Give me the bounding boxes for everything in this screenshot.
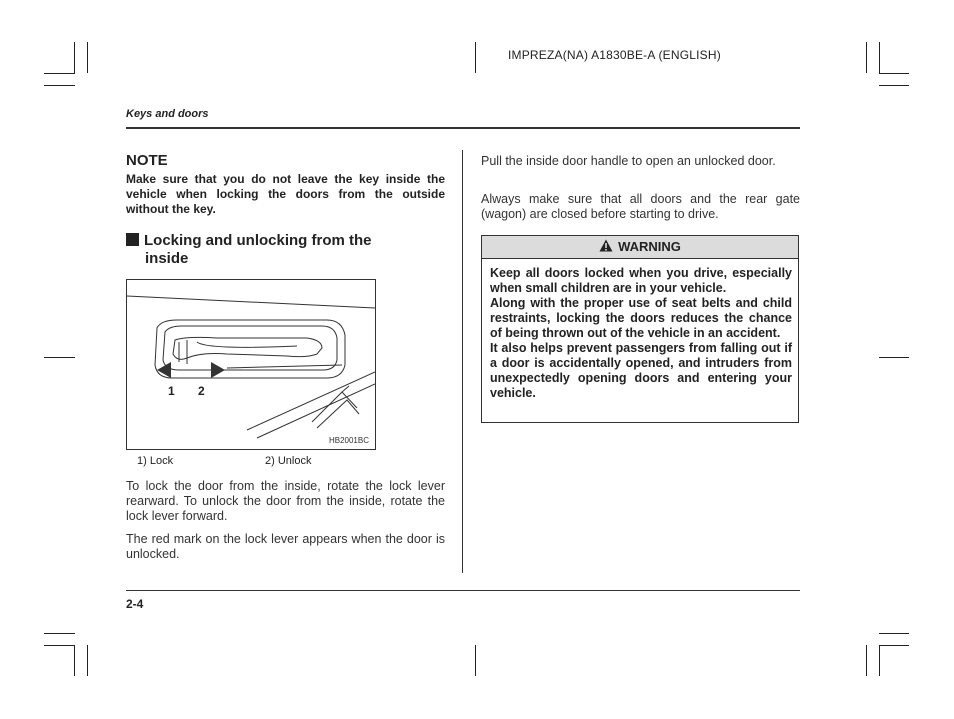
caption-lock: 1) Lock [137,455,174,467]
figure-code: HB2001BC [328,436,369,445]
door-handle-illustration [126,279,376,450]
figure-label-2: 2 [198,384,205,398]
note-title: NOTE [126,152,168,169]
red-mark-paragraph: The red mark on the lock lever appears when the door is unlocked. [126,532,445,561]
close-doors-paragraph: Always make sure that all doors and the rear gate (wagon) are closed before starting to drive. [481,192,800,221]
warning-triangle-icon [599,239,613,252]
warning-title: WARNING [618,239,681,254]
warning-body [490,266,792,401]
header-rule [126,127,800,129]
column-divider [462,150,463,573]
page-number: 2-4 [126,597,144,611]
document-id: IMPREZA(NA) A1830BE-A (ENGLISH) [508,48,721,62]
warning-paragraph-1: Keep all doors locked when you drive, especially when small children are in your vehicle. [490,266,792,295]
warning-paragraph-3: It also helps prevent passengers from falling out if a door is accidentally opened, and intruders from unexpectedly opening doors and entering your vehicle. [490,341,792,400]
warning-paragraph-2: Along with the proper use of seat belts and child restraints, locking the doors reduces the chance of being thrown out of the vehicle in an accident. [490,296,792,340]
footer-rule [126,590,800,591]
section-heading [126,232,456,268]
bullet-square-icon [126,233,139,246]
section-title: Keys and doors [126,108,209,120]
caption-unlock: 2) Unlock [265,455,312,467]
note-body: Make sure that you do not leave the key inside the vehicle when locking the doors from the outside without the key. [126,172,445,216]
warning-header [482,236,798,259]
heading-line-2: inside [145,250,189,267]
pull-handle-paragraph: Pull the inside door handle to open an unlocked door. [481,154,776,168]
door-handle-drawing [127,280,375,449]
figure-label-1: 1 [168,384,175,398]
heading-line-1: Locking and unlocking from the [144,232,372,249]
lock-instructions-paragraph: To lock the door from the inside, rotate the lock lever rearward. To unlock the door from the inside, rotate the lock lever forward. [126,479,445,523]
warning-box [481,235,799,423]
